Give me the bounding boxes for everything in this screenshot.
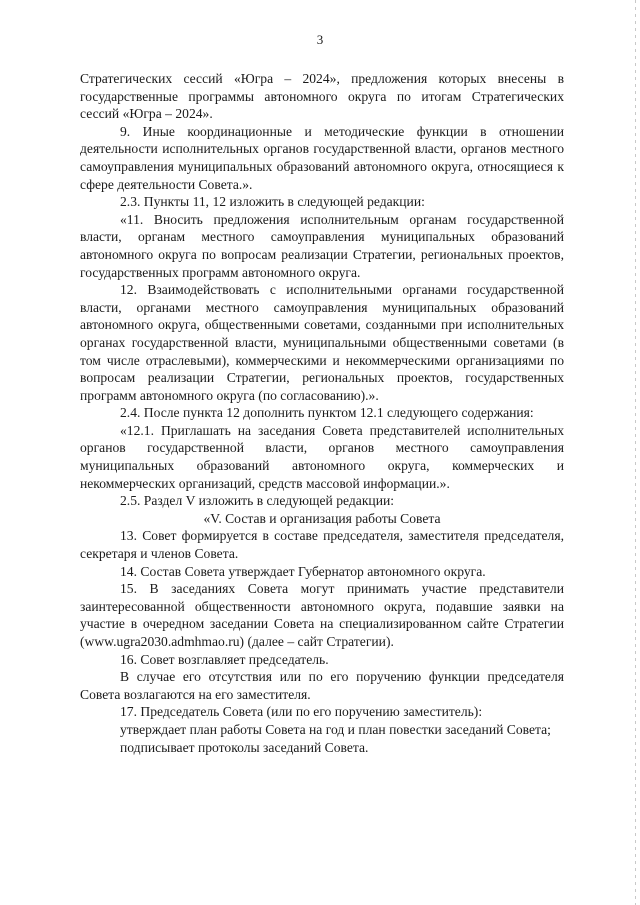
paragraph: утверждает план работы Совета на год и план повестки заседаний Совета; [120, 721, 551, 737]
paragraph: подписывает протоколы заседаний Совета. [120, 739, 369, 755]
paragraph: 12. Взаимодействовать с исполнительными органами государственной власти, органами местного самоуправления муниципальных образований автономного округа, общественными советами, созданными при исполнительных органах государственной власти, муниципальными общественными советами (в том числе отраслевыми), коммерческими и некоммерческими организациями по вопросам реализации Стратегии, региональных проектов, государственных программ автономного округа (по согласованию).». [80, 282, 564, 403]
paragraph: 13. Совет формируется в составе председателя, заместителя председателя, секретаря и членов Совета. [80, 528, 564, 562]
paragraph: 17. Председатель Совета (или по его поручению заместитель): [120, 704, 483, 720]
paragraph: «12.1. Приглашать на заседания Совета представителей исполнительных органов государственной власти, органов местного самоуправления муниципальных образований автономного округа, коммерческих и некоммерческих организаций, средств массовой информации.». [80, 422, 564, 491]
paragraph: Стратегических сессий «Югра – 2024», предложения которых внесены в государственные программы автономного округа по итогам Стратегических сессий «Югра – 2024». [80, 71, 564, 122]
document-body [80, 70, 564, 756]
paragraph: 9. Иные координационные и методические функции в отношении деятельности исполнительных органов государственной власти, органов местного самоуправления муниципальных образований автономного округа, относящиеся к сфере деятельности Совета.». [80, 123, 564, 192]
page-number: 3 [316, 32, 324, 47]
paragraph: «11. Вносить предложения исполнительным органам государственной власти, органам местного самоуправления муниципальных образований автономного округа по вопросам реализации Стратегии, региональных проектов, государственных программ автономного округа. [80, 211, 564, 280]
section-heading: «V. Состав и организация работы Совета [203, 510, 441, 526]
scan-edge-line [635, 0, 636, 905]
paragraph: 2.3. Пункты 11, 12 изложить в следующей редакции: [120, 194, 425, 210]
paragraph: 15. В заседаниях Совета могут принимать участие представители заинтересованной общественности автономного округа, подавшие заявки на участие в очередном заседании Совета на специализированном сайте Стратегии (www.ugra2030.admhmao.ru) (далее – сайт Стратегии). [80, 581, 564, 649]
paragraph: В случае его отсутствия или по его поручению функции председателя Совета возлагаются на его заместителя. [80, 669, 564, 702]
paragraph: 2.5. Раздел V изложить в следующей редакции: [120, 493, 395, 509]
paragraph: 14. Состав Совета утверждает Губернатор автономного округа. [120, 563, 486, 579]
paragraph: 2.4. После пункта 12 дополнить пунктом 12.1 следующего содержания: [120, 405, 534, 421]
paragraph: 16. Совет возглавляет председатель. [120, 651, 329, 667]
